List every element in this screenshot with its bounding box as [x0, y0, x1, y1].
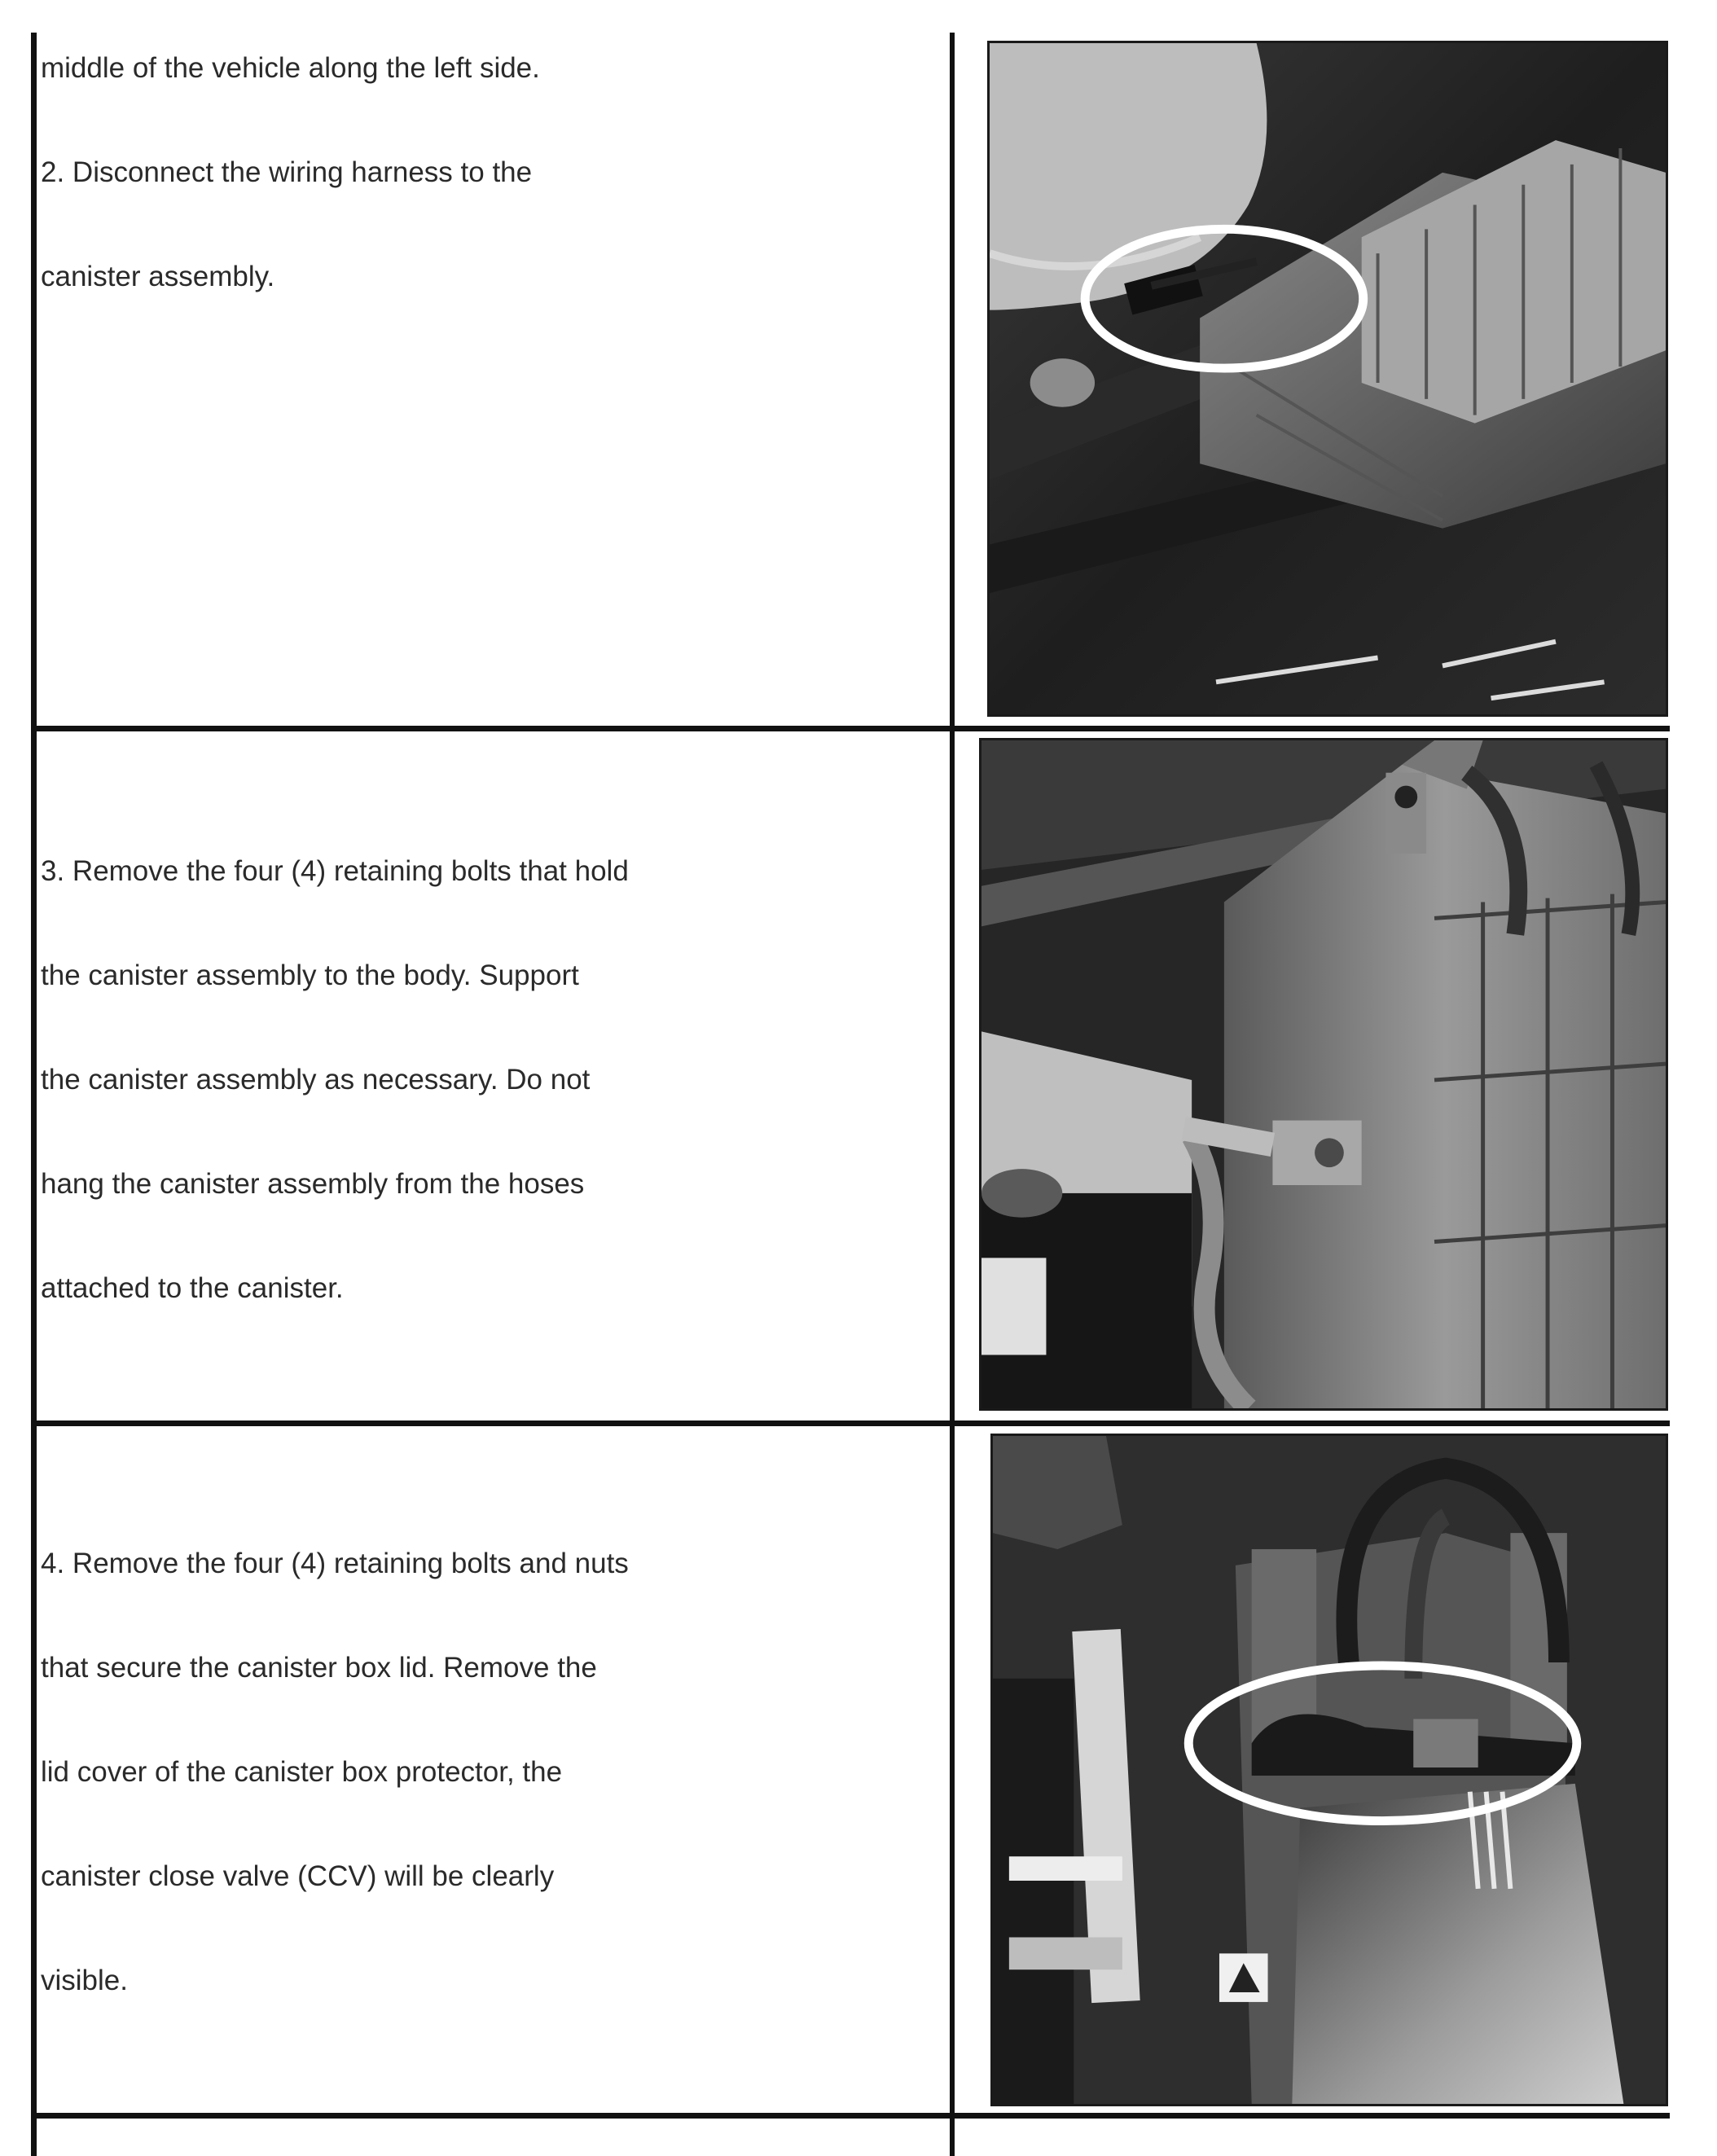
instruction-line: the canister assembly as necessary. Do not [41, 1064, 591, 1096]
step-4-instructions [41, 1512, 937, 2033]
instruction-line: hang the canister assembly from the hoses [41, 1168, 585, 1200]
instruction-line: 2. Disconnect the wiring harness to the [41, 156, 533, 188]
table-row-divider [31, 726, 1670, 731]
instruction-line: that secure the canister box lid. Remove the [41, 1652, 597, 1684]
instruction-line: canister close valve (CCV) will be clearly [41, 1860, 555, 1892]
instruction-line: lid cover of the canister box protector, the [41, 1756, 563, 1788]
table-left-border [31, 33, 37, 2156]
instruction-line: canister assembly. [41, 261, 275, 292]
instruction-line: attached to the canister. [41, 1272, 344, 1304]
instruction-line: visible. [41, 1965, 128, 1996]
step-3-instructions [41, 819, 937, 1341]
canister-retaining-bolts-photo [979, 738, 1668, 1411]
instruction-line: the canister assembly to the body. Support [41, 959, 579, 991]
instruction-line: 3. Remove the four (4) retaining bolts that hold [41, 855, 629, 887]
canister-close-valve-photo [990, 1434, 1668, 2106]
instruction-line: 4. Remove the four (4) retaining bolts and nuts [41, 1548, 629, 1579]
table-row-divider [31, 2113, 1670, 2119]
table-column-divider [950, 33, 955, 2156]
instruction-line: middle of the vehicle along the left side. [41, 52, 540, 84]
step-2-instructions [41, 16, 937, 329]
table-row-divider [31, 1421, 1670, 1426]
canister-assembly-wiring-harness-photo [987, 41, 1668, 717]
